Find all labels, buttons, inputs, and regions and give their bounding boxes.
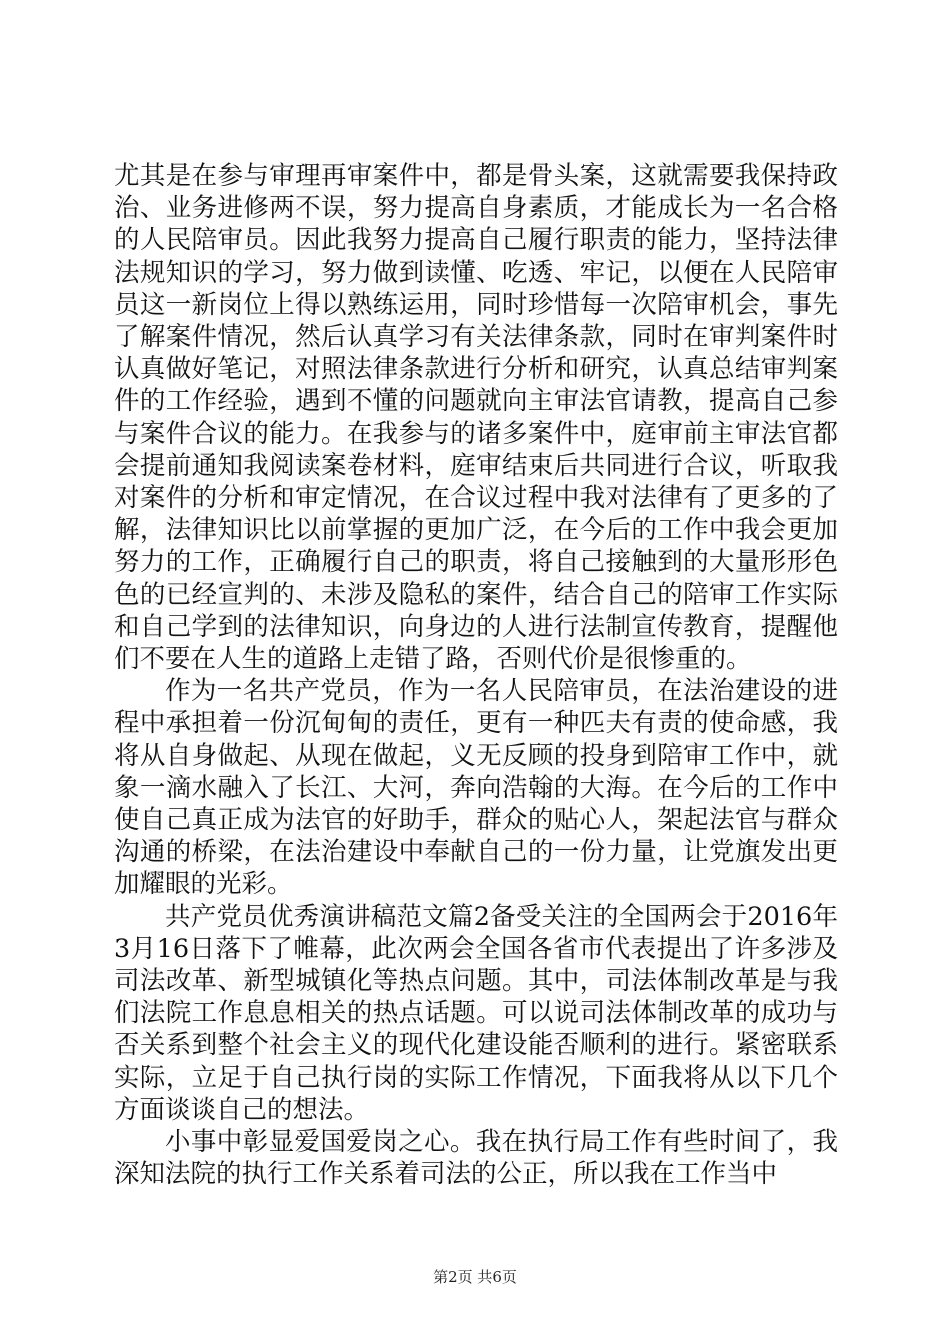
paragraph-4: 小事中彰显爱国爱岗之心。我在执行局工作有些时间了，我深知法院的执行工作关系着司法的公正，所以我在工作当中 (114, 1127, 838, 1190)
document-body (114, 160, 838, 1191)
page-number-footer: 第2页 共6页 (433, 1268, 517, 1286)
paragraph-3: 共产党员优秀演讲稿范文篇2备受关注的全国两会于2016年3月16日落下了帷幕，此次两会全国各省市代表提出了许多涉及司法改革、新型城镇化等热点问题。其中，司法体制改革是与我们法院工作息息相关的热点话题。可以说司法体制改革的成功与否关系到整个社会主义的现代化建设能否顺利的进行。紧密联系实际，立足于自己执行岗的实际工作情况，下面我将从以下几个方面谈谈自己的想法。 (114, 901, 838, 1125)
paragraph-1: 尤其是在参与审理再审案件中，都是骨头案，这就需要我保持政治、业务进修两不误，努力提高自身素质，才能成长为一名合格的人民陪审员。因此我努力提高自己履行职责的能力，坚持法律法规知识的学习，努力做到读懂、吃透、牢记，以便在人民陪审员这一新岗位上得以熟练运用，同时珍惜每一次陪审机会，事先了解案件情况，然后认真学习有关法律条款，同时在审判案件时认真做好笔记，对照法律条款进行分析和研究，认真总结审判案件的工作经验，遇到不懂的问题就向主审法官请教，提高自己参与案件合议的能力。在我参与的诸多案件中，庭审前主审法官都会提前通知我阅读案卷材料，庭审结束后共同进行合议，听取我对案件的分析和审定情况，在合议过程中我对法律有了更多的了解，法律知识比以前掌握的更加广泛，在今后的工作中我会更加努力的工作，正确履行自己的职责，将自己接触到的大量形形色色的已经宣判的、未涉及隐私的案件，结合自己的陪审工作实际和自己学到的法律知识，向身边的人进行法制宣传教育，提醒他们不要在人生的道路上走错了路，否则代价是很惨重的。 (114, 161, 838, 675)
paragraph-2: 作为一名共产党员，作为一名人民陪审员，在法治建设的进程中承担着一份沉甸甸的责任，更有一种匹夫有责的使命感，我将从自身做起、从现在做起，义无反顾的投身到陪审工作中，就象一滴水融入了长江、大河，奔向浩翰的大海。在今后的工作中使自己真正成为法官的好助手，群众的贴心人，架起法官与群众沟通的桥梁，在法治建设中奉献自己的一份力量，让党旗发出更加耀眼的光彩。 (114, 676, 838, 900)
